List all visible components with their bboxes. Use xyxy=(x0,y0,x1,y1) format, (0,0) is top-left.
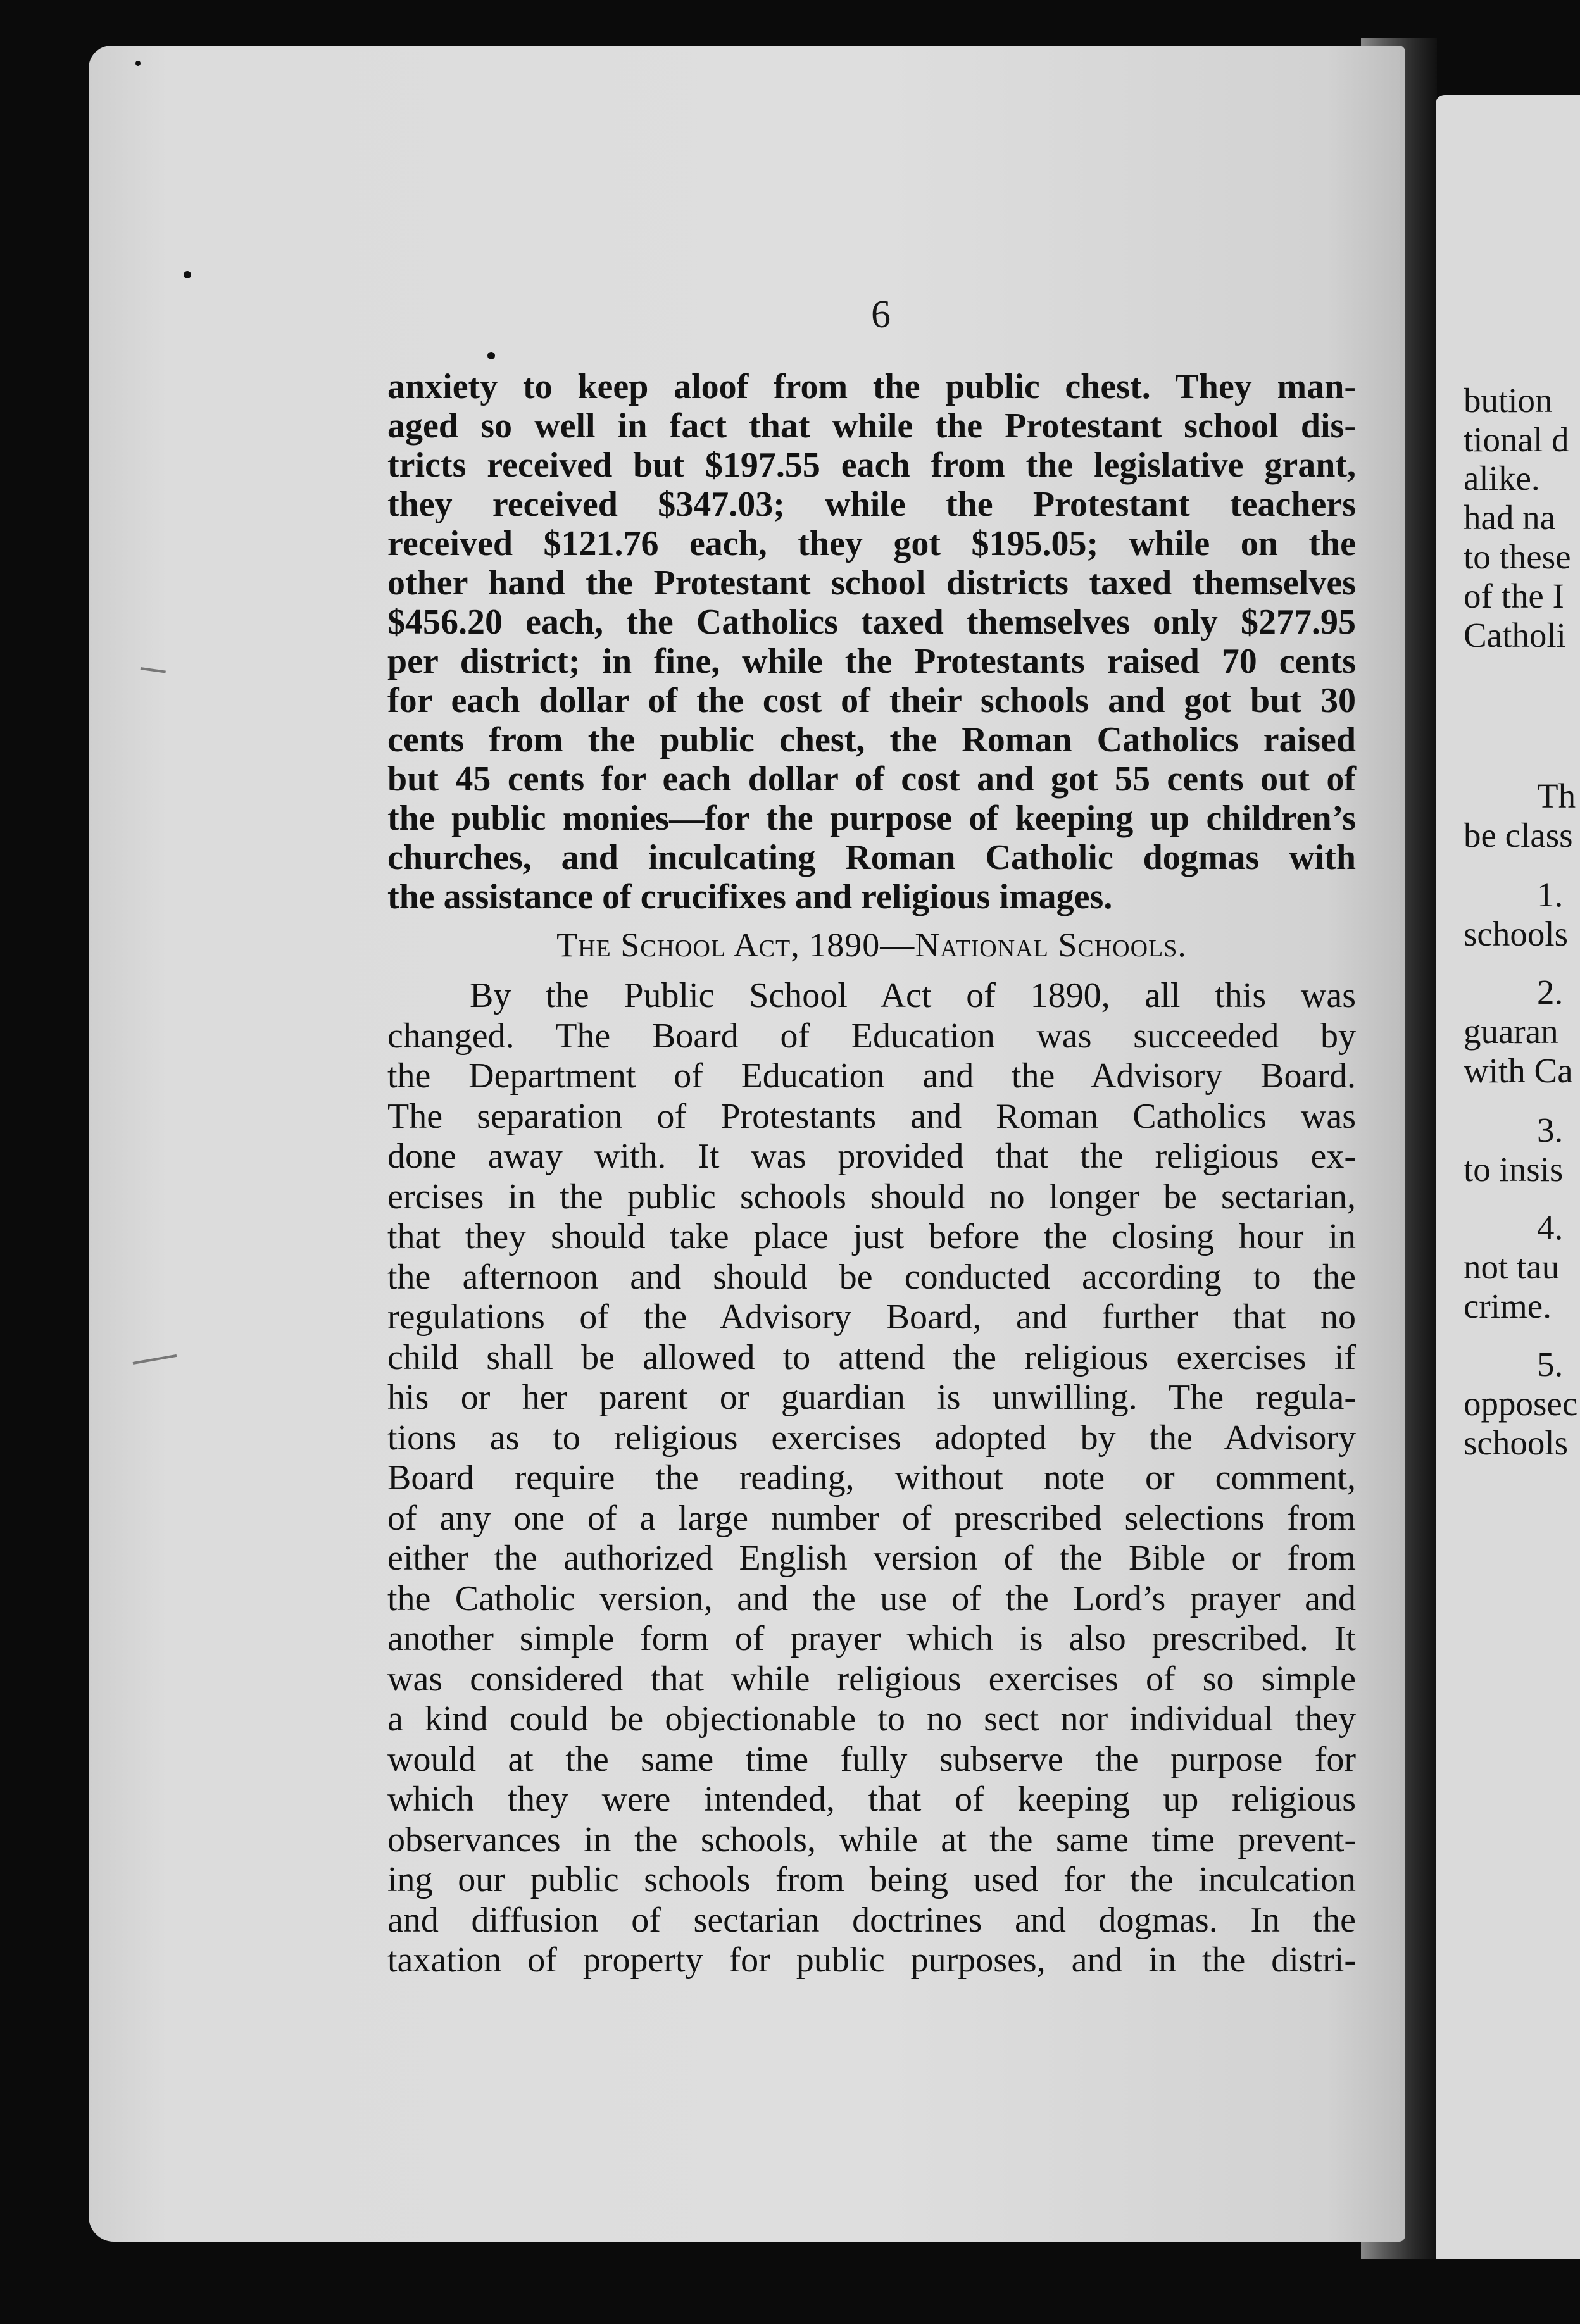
facing-fragment: not tau xyxy=(1464,1247,1560,1286)
text-line: another simple form of prayer which is also prescribed. It xyxy=(387,1619,1356,1658)
text-line: $456.20 each, the Catholics taxed themselves only $277.95 xyxy=(387,603,1356,642)
text-line: either the authorized English version of the Bible or from xyxy=(387,1539,1356,1578)
facing-fragment: had na xyxy=(1464,498,1556,537)
page-number: 6 xyxy=(871,293,891,336)
text-line: but 45 cents for each dollar of cost and got 55 cents out of xyxy=(387,759,1356,799)
text-line: cents from the public chest, the Roman Catholics raised xyxy=(387,720,1356,759)
facing-fragment: 4. xyxy=(1537,1208,1564,1247)
facing-fragment: schools xyxy=(1464,915,1568,953)
text-line: for each dollar of the cost of their schools and got but 30 xyxy=(387,681,1356,720)
text-line: aged so well in fact that while the Protestant school dis- xyxy=(387,406,1356,446)
facing-fragment: be class xyxy=(1464,816,1573,854)
facing-fragment: 2. xyxy=(1537,973,1564,1011)
facing-fragment: 5. xyxy=(1537,1345,1564,1384)
facing-fragment: to these xyxy=(1464,537,1571,576)
text-line: the assistance of crucifixes and religious images. xyxy=(387,877,1113,916)
facing-fragment: Catholi xyxy=(1464,616,1566,654)
text-line: the afternoon and should be conducted according to the xyxy=(387,1257,1356,1297)
facing-fragment: guaran xyxy=(1464,1012,1558,1051)
paragraph-school-act xyxy=(387,976,1356,1981)
text-line: the Department of Education and the Advisory Board. xyxy=(387,1056,1356,1096)
ink-speck xyxy=(135,61,141,66)
text-line: of any one of a large number of prescribed selections from xyxy=(387,1498,1356,1538)
text-line: per district; in fine, while the Protestants raised 70 cents xyxy=(387,642,1356,681)
text-line: By the Public School Act of 1890, all this was xyxy=(470,976,1356,1015)
text-line: which they were intended, that of keeping up religious xyxy=(387,1780,1356,1819)
text-line: taxation of property for public purposes, and in the distri- xyxy=(387,1940,1356,1980)
text-line: The separation of Protestants and Roman Catholics was xyxy=(387,1096,1356,1136)
facing-fragment: opposec xyxy=(1464,1384,1578,1423)
facing-fragment: of the I xyxy=(1464,577,1564,615)
text-line: Board require the reading, without note or comment, xyxy=(387,1458,1356,1497)
ink-speck xyxy=(487,352,495,359)
text-line: regulations of the Advisory Board, and further that no xyxy=(387,1297,1356,1337)
text-line: churches, and inculcating Roman Catholic dogmas with xyxy=(387,838,1356,877)
text-line: ercises in the public schools should no longer be sectarian, xyxy=(387,1177,1356,1216)
text-line: they received $347.03; while the Protestant teachers xyxy=(387,485,1356,524)
text-line: received $121.76 each, they got $195.05; while on the xyxy=(387,524,1356,563)
facing-fragment: with Ca xyxy=(1464,1051,1573,1090)
facing-fragment: crime. xyxy=(1464,1287,1552,1325)
text-line: was considered that while religious exercises of so simple xyxy=(387,1659,1356,1699)
text-line: changed. The Board of Education was succeeded by xyxy=(387,1016,1356,1056)
facing-fragment: Th xyxy=(1537,777,1576,815)
text-line: a kind could be objectionable to no sect nor individual they xyxy=(387,1699,1356,1739)
text-line: child shall be allowed to attend the religious exercises if xyxy=(387,1337,1356,1377)
text-line: other hand the Protestant school districts taxed themselves xyxy=(387,563,1356,603)
text-line: anxiety to keep aloof from the public chest. They man- xyxy=(387,367,1356,406)
section-heading: The School Act, 1890—National Schools. xyxy=(556,926,1187,964)
body-text xyxy=(387,367,1356,1981)
facing-page xyxy=(1436,95,1580,2259)
facing-fragment: 3. xyxy=(1537,1111,1564,1149)
text-line: tions as to religious exercises adopted by the Advisory xyxy=(387,1418,1356,1458)
facing-fragment: to insis xyxy=(1464,1150,1564,1189)
facing-fragment: schools xyxy=(1464,1423,1568,1462)
facing-fragment: tional d xyxy=(1464,420,1569,459)
text-line: the Catholic version, and the use of the Lord’s prayer and xyxy=(387,1578,1356,1618)
text-line: the public monies—for the purpose of keeping up children’s xyxy=(387,799,1356,838)
facing-fragment: bution xyxy=(1464,381,1553,420)
text-line: tricts received but $197.55 each from the legislative grant, xyxy=(387,446,1356,485)
text-line: his or her parent or guardian is unwilling. The regula- xyxy=(387,1378,1356,1417)
facing-fragment: alike. xyxy=(1464,459,1540,497)
ink-speck xyxy=(184,271,191,278)
text-line: observances in the schools, while at the same time prevent- xyxy=(387,1820,1356,1859)
paragraph-continued xyxy=(387,367,1356,916)
text-line: done away with. It was provided that the religious ex- xyxy=(387,1137,1356,1176)
text-line: and diffusion of sectarian doctrines and dogmas. In the xyxy=(387,1900,1356,1940)
facing-fragment: 1. xyxy=(1537,875,1564,914)
text-line: that they should take place just before the closing hour in xyxy=(387,1217,1356,1256)
text-line: would at the same time fully subserve the purpose for xyxy=(387,1739,1356,1779)
text-line: ing our public schools from being used for the inculcation xyxy=(387,1860,1356,1899)
